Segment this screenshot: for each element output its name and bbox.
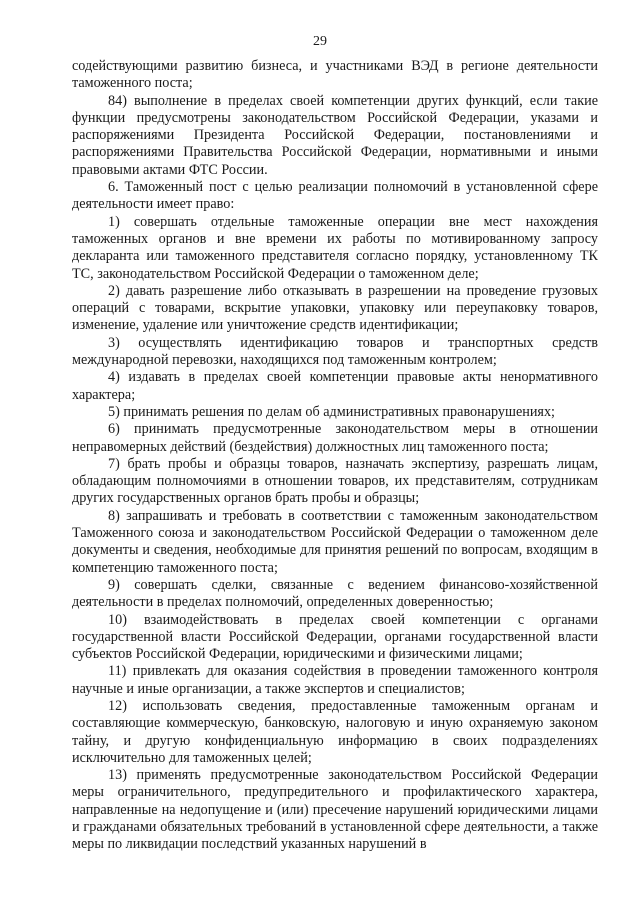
paragraph-r5: 5) принимать решения по делам об административных правонарушениях;	[108, 403, 555, 420]
paragraph-r2: 2) давать разрешение либо отказывать в разрешении на проведение грузовых операций с товарами, вскрытие упаковки, упаковку или переупаковку товаров, изменение, удаление или уничтожение средств идентификации;	[72, 282, 598, 334]
paragraph-p84: 84) выполнение в пределах своей компетенции других функций, если такие функции предусмотрены законодательством Российской Федерации, указами и распоряжениями Президента Российской Федерации, постановлениями и распоряжениями Правительства Российской Федерации, нормативными и иными правовыми актами ФТС России.	[72, 92, 598, 178]
paragraph-r7: 7) брать пробы и образцы товаров, назначать экспертизу, разрешать лицам, обладающим полномочиями в отношении товаров, их представителям, сотрудникам других государственных органов брать пробы и образцы;	[72, 455, 598, 507]
paragraph-r12: 12) использовать сведения, предоставленные таможенным органам и составляющие коммерческую, банковскую, налоговую и иную охраняемую законом тайну, и другую конфиденциальную информацию в своих подразделениях исключительно для таможенных целей;	[72, 697, 598, 766]
paragraph-r3: 3) осуществлять идентификацию товаров и транспортных средств международной перевозки, находящихся под таможенным контролем;	[72, 334, 598, 369]
paragraph-p0: содействующими развитию бизнеса, и участниками ВЭД в регионе деятельности таможенного поста;	[72, 58, 598, 92]
document-body	[72, 58, 598, 854]
paragraph-r11: 11) привлекать для оказания содействия в проведении таможенного контроля научные и иные организации, а также экспертов и специалистов;	[72, 663, 598, 697]
paragraph-r8: 8) запрашивать и требовать в соответствии с таможенным законодательством Таможенного союза и законодательством Российской Федерации о таможенном деле документы и сведения, необходимые для принятия решений по вопросам, входящим в компетенцию таможенного поста;	[72, 507, 598, 576]
paragraph-r13: 13) применять предусмотренные законодательством Российской Федерации меры ограничительного, предупредительного и профилактического характера, направленные на недопущение и (или) пресечение нарушений юридическими лицами и гражданами обязательных требований в установленной сфере деятельности, а также меры по ликвидации последствий указанных нарушений в	[72, 767, 598, 853]
paragraph-r6: 6) принимать предусмотренные законодательством меры в отношении неправомерных действий (бездействия) должностных лиц таможенного поста;	[72, 421, 598, 455]
paragraph-r4: 4) издавать в пределах своей компетенции правовые акты ненормативного характера;	[72, 369, 598, 403]
page-number: 29	[313, 34, 327, 49]
paragraph-r9: 9) совершать сделки, связанные с ведением финансово-хозяйственной деятельности в пределах полномочий, определенных доверенностью;	[72, 576, 598, 611]
paragraph-p6: 6. Таможенный пост с целью реализации полномочий в установленной сфере деятельности имеет право:	[72, 179, 598, 213]
paragraph-r1: 1) совершать отдельные таможенные операции вне мест нахождения таможенных органов и вне времени их работы по мотивированному запросу декларанта или таможенного представителя согласно порядку, установленному ТК ТС, законодательством Российской Федерации о таможенном деле;	[72, 213, 598, 282]
paragraph-r10: 10) взаимодействовать в пределах своей компетенции с органами государственной власти Российской Федерации, органами государственной власти субъектов Российской Федерации, юридическими и физическими лицами;	[72, 611, 598, 663]
